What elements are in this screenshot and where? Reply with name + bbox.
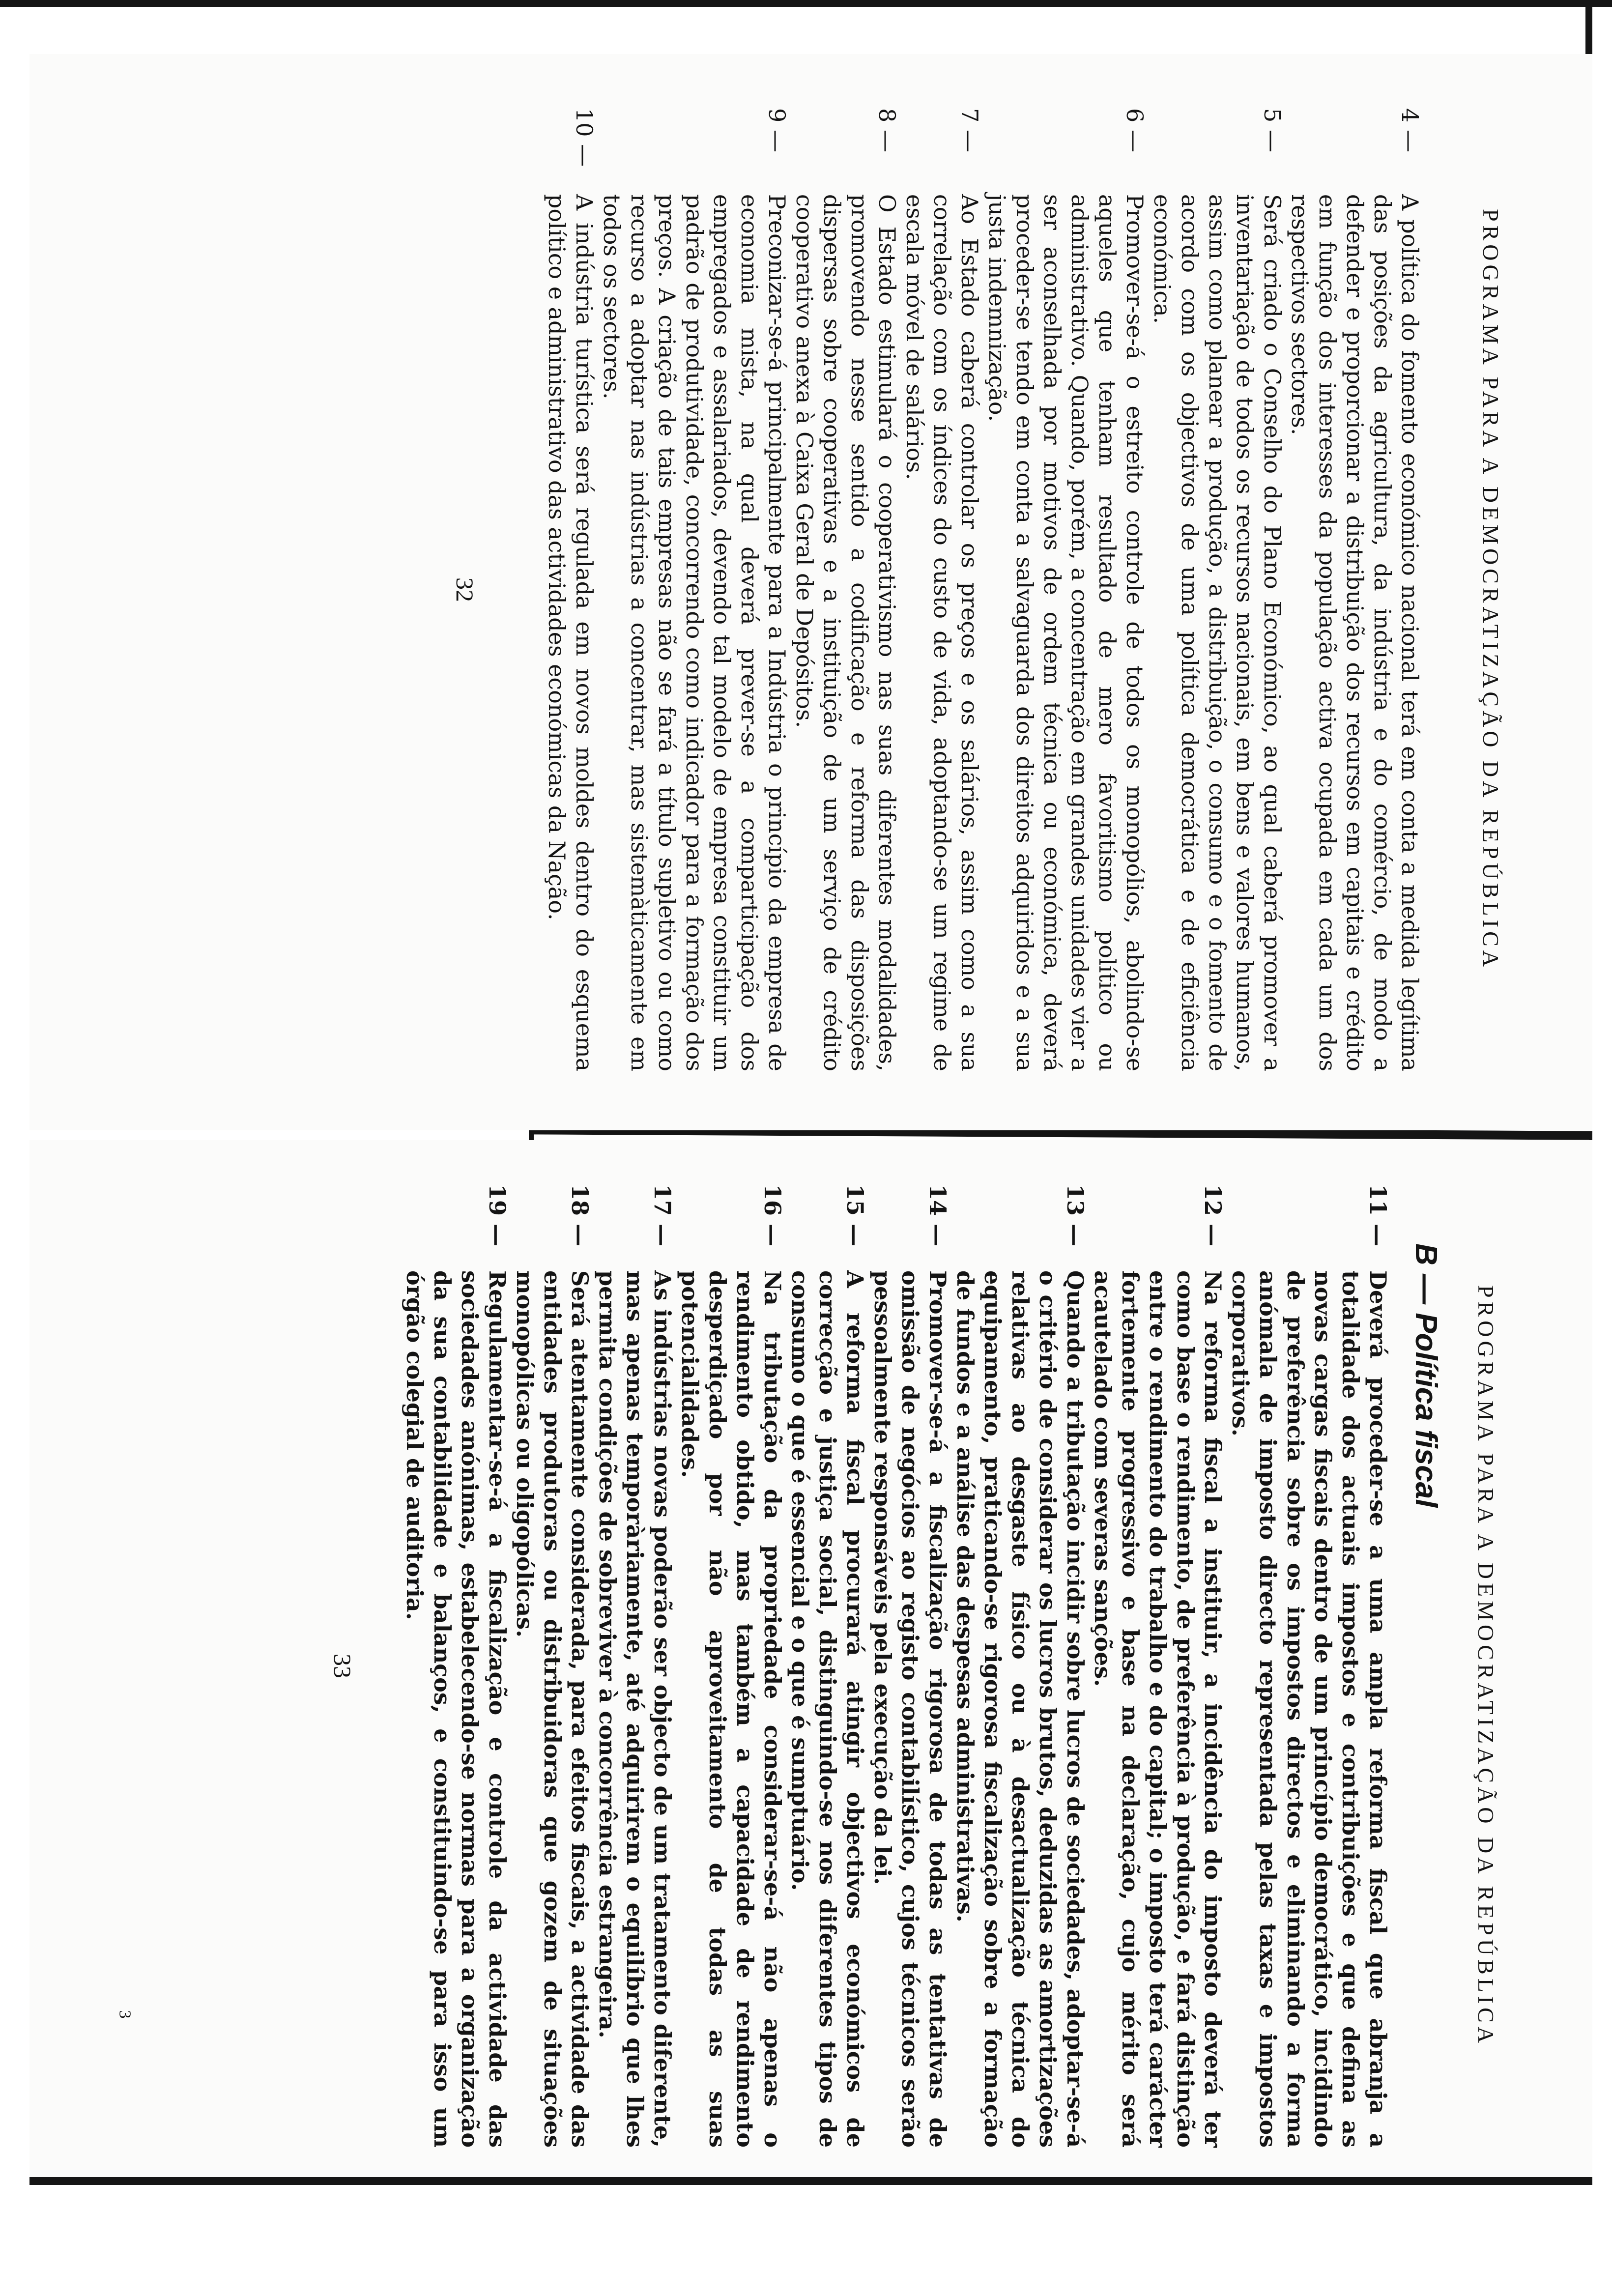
list-item — [791, 108, 901, 1071]
item-number: 11 — — [1365, 1184, 1391, 1247]
item-number: 4 — — [1397, 108, 1423, 152]
item-text: Será criado o Conselho do Plano Económico, ao qual caberá promover a inventariação de todos os recursos nacionais, em bens e valores humanos, assim como planear a produção, a distribuição, o consumo e o fomento de acordo com os objectivos de uma política democrática e de eficiência económica. — [1149, 194, 1286, 1071]
list-item — [1286, 108, 1424, 1071]
list-item — [1227, 1184, 1392, 2148]
list-item — [1149, 108, 1286, 1071]
item-text: Promover-se-á a fiscalização rigorosa de todas as tentativas de omissão de negócios ao registo contabilístico, cujos técnicos serão pessoalmente responsáveis pela execução da lei. — [869, 1270, 951, 2148]
item-text: Promover-se-á o estreito controle de todos os monopólios, abolindo-se aqueles que tenham resultado de mero favoritismo político ou administrativo. Quando, porém, a concentração em grandes unidades vier a ser aconselhada por motivos de ordem técnica ou económica, deverá proceder-se tendo em conta a salvaguarda dos direitos adquiridos e a sua justa indemnização. — [984, 194, 1148, 1071]
running-header: PROGRAMA PARA A DEMOCRATIZAÇÃO DA REPÚBLICA — [1473, 1285, 1498, 2047]
economic-policy-list — [543, 108, 1424, 1071]
item-text: O Estado estimulará o cooperativismo nas suas diferentes modalidades, promovendo nesse sentido a codificação e reforma das disposições dispersas sobre cooperativas e a instituição de um serviço de crédito cooperativo anexa à Caixa Geral de Depósitos. — [791, 194, 900, 1071]
item-number: 14 — — [924, 1184, 951, 1247]
item-number: 12 — — [1200, 1184, 1226, 1247]
item-number: 10 — — [571, 108, 598, 167]
item-number: 8 — — [874, 108, 900, 152]
item-number: 6 — — [1122, 108, 1148, 152]
item-text: Será atentamente considerada, para efeitos fiscais, a actividade das entidades produtoras ou distribuidoras que gozem de situações monopólicas ou oligopólicas. — [512, 1270, 593, 2148]
list-item — [983, 108, 1149, 1071]
list-item — [598, 108, 791, 1071]
sheet-mark: 3 — [115, 2010, 134, 2019]
item-text: As indústrias novas poderão ser objecto de um tratamento diferente, mas apenas temporàriamente, até adquirirem o equilíbrio que lhes permita condições de sobreviver à concorrência estrangeira. — [594, 1270, 676, 2148]
page-32 — [29, 54, 1592, 1130]
fiscal-policy-list — [401, 1184, 1392, 2148]
item-number: 9 — — [764, 108, 790, 152]
item-number: 13 — — [1062, 1184, 1089, 1247]
item-text: Preconizar-se-á principalmente para a Indústria o princípio da empresa de economia mista, na qual deverá prever-se a comparticipação dos empregados e assalariados, devendo tal modelo de empresa constituir um padrão de produtividade, concorrendo como indicador para a formação dos preços. A criação de tais empresas não se fará a título supletivo ou como recurso a adoptar nas indústrias a concentrar, mas sistemàticamente em todos os sectores. — [599, 194, 790, 1071]
item-text: Deverá proceder-se a uma ampla reforma fiscal que abranja a totalidade dos actuais impostos e contribuições e que defina as novas cargas fiscais dentro de um princípio democrático, incidindo de preferência sobre os impostos directos e eliminando a forma anómala de imposto directo representada pelas taxas e impostos corporativos. — [1227, 1270, 1391, 2148]
running-header: PROGRAMA PARA A DEMOCRATIZAÇÃO DA REPÚBLICA — [1478, 208, 1503, 971]
item-number: 16 — — [759, 1184, 786, 1247]
item-text: Na reforma fiscal a instituir, a incidência do imposto deverá ter como base o rendimento, de preferência à produção, e fará distinção entre o rendimento do trabalho e do capital; o imposto terá carácter fortemente progressivo e base na declaração, cujo mérito será acautelado com severas sanções. — [1090, 1270, 1226, 2148]
item-number: 15 — — [842, 1184, 868, 1247]
list-item — [786, 1184, 869, 2148]
item-number: 18 — — [567, 1184, 593, 1247]
bottom-border — [29, 2177, 1592, 2185]
page-33-content — [329, 1184, 1499, 2148]
item-text: Regulamentar-se-á a fiscalização e controle da actividade das sociedades anónimas, estabelecendo-se normas para a organização da sua contabilidade e balanços, e constituindo-se para isso um órgão colegial de auditoria. — [402, 1270, 511, 2148]
list-item — [869, 1184, 951, 2148]
list-item — [401, 1184, 511, 2148]
list-item — [594, 1184, 676, 2148]
list-item — [543, 108, 598, 1071]
list-item — [951, 1184, 1089, 2148]
list-item — [1089, 1184, 1227, 2148]
right-border — [1585, 0, 1592, 54]
list-item — [511, 1184, 594, 2148]
section-title: B — Política fiscal — [1409, 1243, 1443, 1508]
item-text: A indústria turística será regulada em novos moldes dentro do esquema político e administrativo das actividades económicas da Nação. — [544, 194, 598, 1071]
page-number: 32 — [451, 577, 479, 602]
item-number: 19 — — [484, 1184, 511, 1247]
item-text: Quando a tributação incidir sobre lucros de sociedades, adoptar-se-á o critério de considerar os lucros brutos, deduzidas as amortizações relativas ao desgaste físico ou à desactualização técnica do equipamento, praticando-se rigorosa fiscalização sobre a formação de fundos e a análise das despesas administrativas. — [952, 1270, 1089, 2148]
page-33 — [29, 1140, 1592, 2177]
item-number: 5 — — [1259, 108, 1286, 152]
list-item — [676, 1184, 786, 2148]
item-text: A política do fomento económico nacional terá em conta a medida legítima das posições da agricultura, da indústria e do comércio, de modo a defender e proporcionar a distribuição dos recursos em capitais e crédito em função dos interesses da população activa ocupada em cada um dos respectivos sectores. — [1287, 194, 1423, 1071]
item-text: Na tributação da propriedade considerar-se-á não apenas o rendimento obtido, mas também a capacidade de rendimento desperdiçado por não aproveitamento de todas as suas potencialidades. — [677, 1270, 786, 2148]
item-number: 7 — — [956, 108, 983, 152]
item-text: Ao Estado caberá controlar os preços e os salários, assim como a sua correlação com os índices do custo de vida, adoptando-se um regime de escala móvel de salários. — [901, 194, 983, 1071]
page-number: 33 — [329, 1654, 356, 1678]
page-32-content — [403, 108, 1504, 1071]
top-border — [0, 0, 1612, 7]
item-number: 17 — — [649, 1184, 676, 1247]
list-item — [901, 108, 983, 1071]
item-text: A reforma fiscal procurará atingir objectivos económicos de correcção e justiça social, distinguindo-se nos diferentes tipos de consumo o que é essencial e o que é sumptuário. — [787, 1270, 868, 2148]
